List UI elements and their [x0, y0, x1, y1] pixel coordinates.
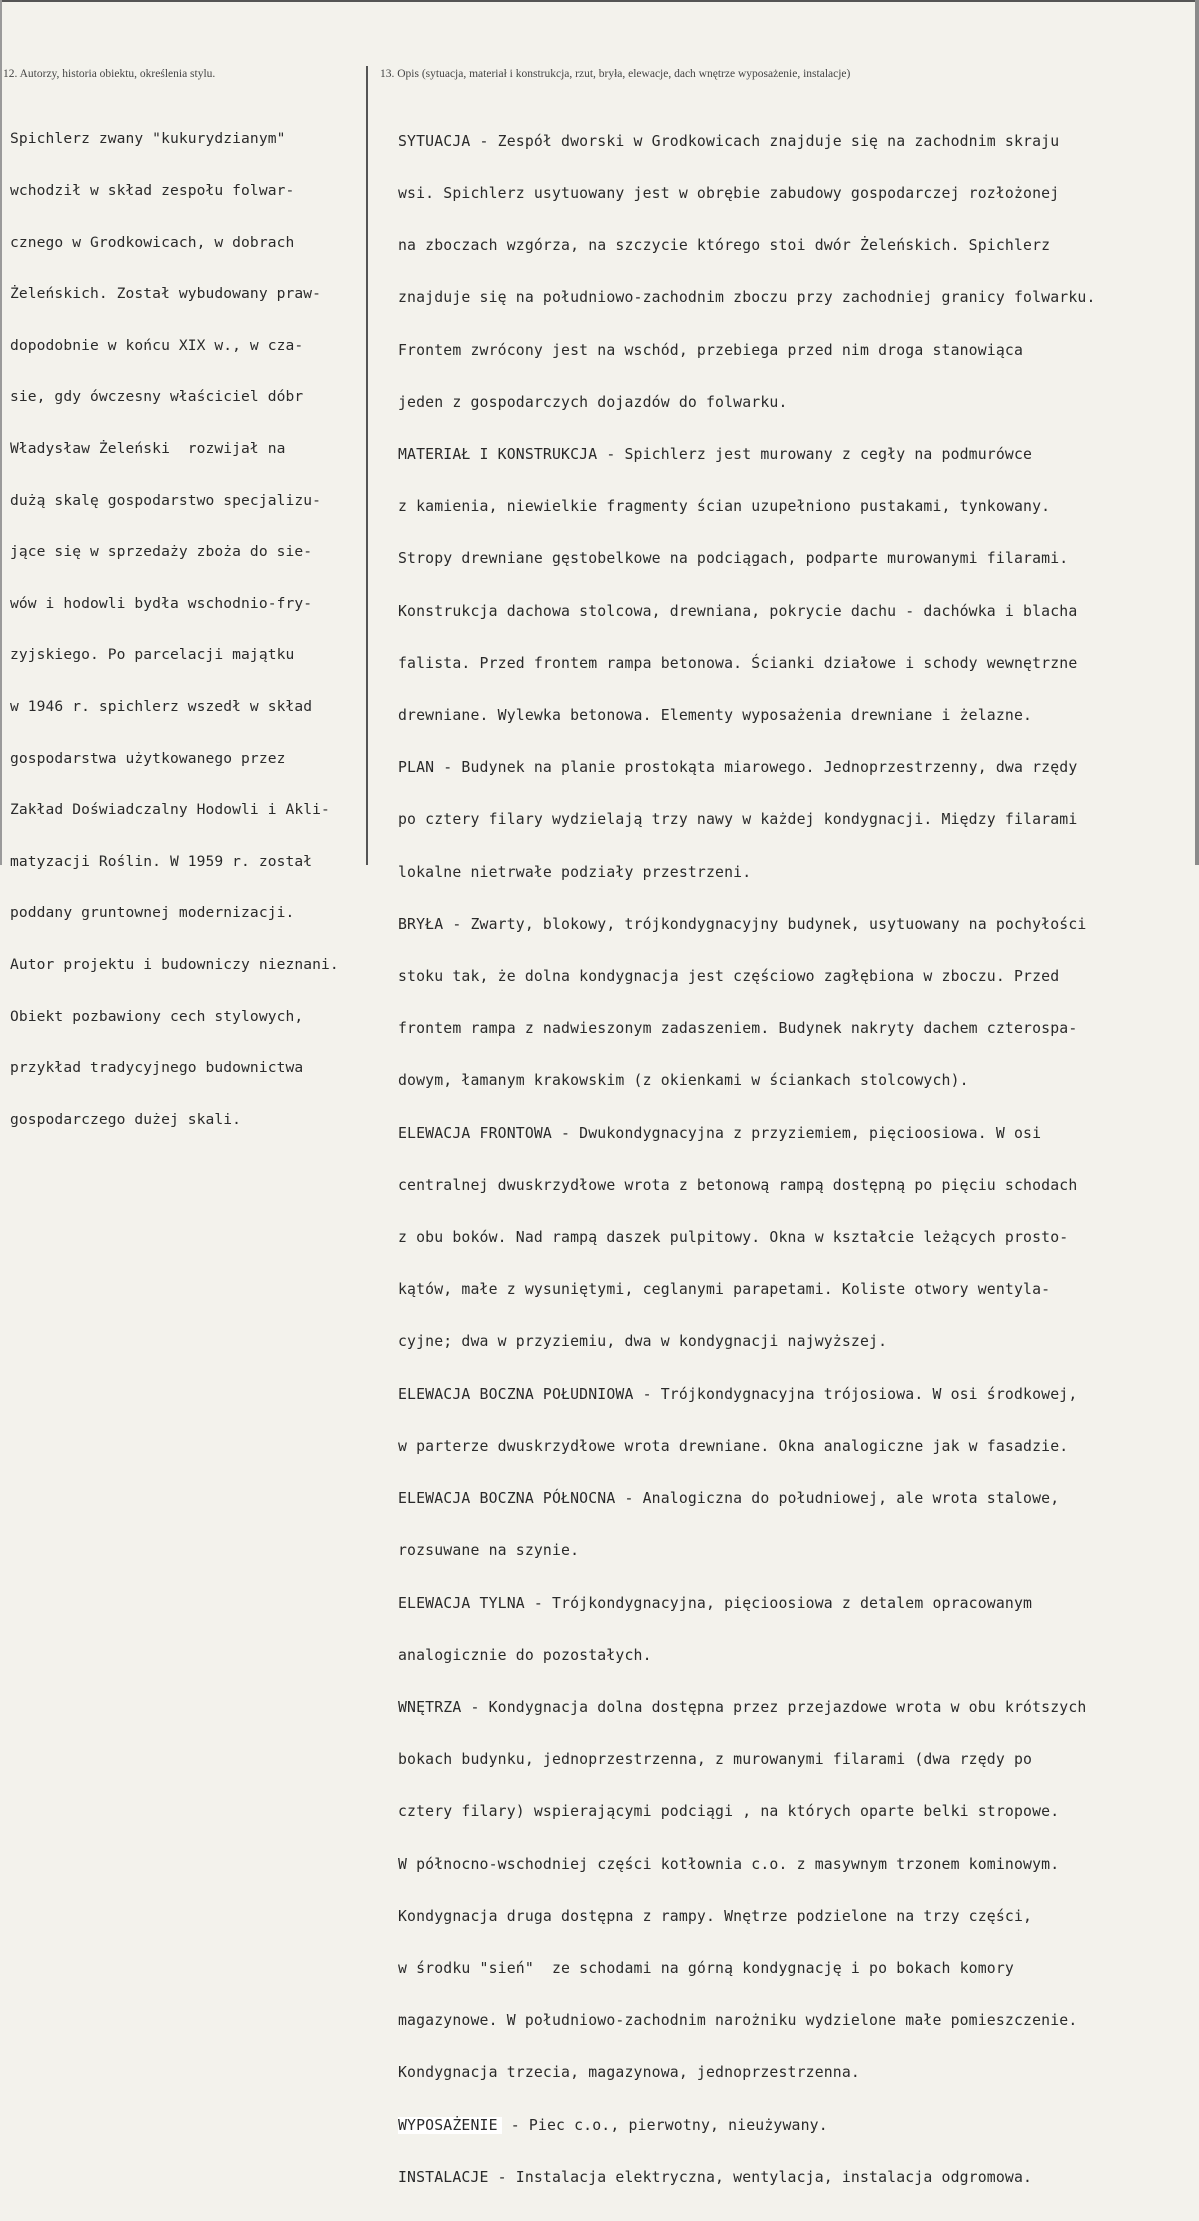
history-line: matyzacji Roślin. W 1959 r. został: [10, 852, 313, 870]
description-line: bokach budynku, jednoprzestrzenna, z murowanymi filarami (dwa rzędy po: [398, 1751, 1033, 1769]
description-line: centralnej dwuskrzydłowe wrota z betonową rampą dostępną po pięciu schodach: [398, 1176, 1078, 1194]
history-line: cznego w Grodkowicach, w dobrach: [10, 233, 295, 251]
description-line: lokalne nietrwałe podziały przestrzeni.: [398, 863, 752, 881]
history-line: Zakład Doświadczalny Hodowli i Akli-: [10, 801, 330, 819]
history-line: Obiekt pozbawiony cech stylowych,: [10, 1007, 304, 1025]
equipment-label: WYPOSAŻENIE: [398, 2117, 502, 2134]
description-line: Kondygnacja druga dostępna z rampy. Wnętrze podzielone na trzy części,: [398, 1907, 1033, 1925]
history-line: Autor projektu i budowniczy nieznani.: [10, 955, 339, 973]
description-line: ELEWACJA FRONTOWA - Dwukondygnacyjna z przyziemiem, pięcioosiowa. W osi: [398, 1124, 1042, 1142]
column-divider: [366, 66, 368, 865]
description-line: w środku "sień" ze schodami na górną kondygnację i po bokach komory: [398, 1959, 1014, 1977]
description-line: w parterze dwuskrzydłowe wrota drewniane. Okna analogiczne jak w fasadzie.: [398, 1437, 1069, 1455]
description-line: cyjne; dwa w przyziemiu, dwa w kondygnacji najwyższej.: [398, 1333, 888, 1351]
description-line: kątów, małe z wysuniętymi, ceglanymi parapetami. Koliste otwory wentyla-: [398, 1281, 1051, 1299]
history-line: wchodził w skład zespołu folwar-: [10, 182, 295, 199]
history-line: zyjskiego. Po parcelacji majątku: [10, 646, 295, 664]
history-line: przykład tradycyjnego budownictwa: [10, 1059, 304, 1077]
description-line: z obu boków. Nad rampą daszek pulpitowy. Okna w kształcie leżących prosto-: [398, 1229, 1069, 1247]
history-line: wów i hodowli bydła wschodnio-fry-: [10, 594, 313, 612]
history-line: dużą skalę gospodarstwo specjalizu-: [10, 491, 322, 509]
description-line: rozsuwane na szynie.: [398, 1542, 580, 1560]
description-line: PLAN - Budynek na planie prostokąta miarowego. Jednoprzestrzenny, dwa rzędy: [398, 759, 1078, 777]
description-line: stoku tak, że dolna kondygnacja jest częściowo zagłębiona w zboczu. Przed: [398, 968, 1060, 986]
description-line: ELEWACJA BOCZNA PÓŁNOCNA - Analogiczna do południowej, ale wrota stalowe,: [398, 1490, 1060, 1508]
description-line: dowym, łamanym krakowskim (z okienkami w ściankach stolcowych).: [398, 1072, 969, 1090]
equipment-line: [398, 2117, 1188, 2134]
description-line: jeden z gospodarczych dojazdów do folwarku.: [398, 393, 788, 411]
history-line: Spichlerz zwany "kukurydzianym": [10, 130, 286, 148]
description-line: SYTUACJA - Zespół dworski w Grodkowicach znajduje się na zachodnim skraju: [398, 132, 1060, 150]
description-line: INSTALACJE - Instalacja elektryczna, wentylacja, instalacja odgromowa.: [398, 2168, 1033, 2186]
description-line: Frontem zwrócony jest na wschód, przebiega przed nim droga stanowiąca: [398, 341, 1024, 359]
history-line: dopodobnie w końcu XIX w., w cza-: [10, 336, 304, 354]
history-line: sie, gdy ówczesny właściciel dóbr: [10, 388, 304, 406]
equipment-text: - Piec c.o., pierwotny, nieużywany.: [501, 2116, 828, 2134]
history-line: gospodarczego dużej skali.: [10, 1110, 242, 1128]
description-line: Stropy drewniane gęstobelkowe na podciągach, podparte murowanymi filarami.: [398, 550, 1069, 568]
description-line: frontem rampa z nadwieszonym zadaszeniem. Budynek nakryty dachem czterospa-: [398, 1020, 1078, 1038]
history-text: [10, 96, 366, 1162]
description-line: znajduje się na południowo-zachodnim zboczu przy zachodniej granicy folwarku.: [398, 289, 1096, 307]
history-line: Żeleńskich. Został wybudowany praw-: [10, 285, 322, 303]
description-line: drewniane. Wylewka betonowa. Elementy wyposażenia drewniane i żelazne.: [398, 707, 1033, 725]
description-line: MATERIAŁ I KONSTRUKCJA - Spichlerz jest murowany z cegły na podmurówce: [398, 446, 1033, 464]
description-line: BRYŁA - Zwarty, blokowy, trójkondygnacyjny budynek, usytuowany na pochyłości: [398, 915, 1087, 933]
description-line: magazynowe. W południowo-zachodnim narożniku wydzielone małe pomieszczenie.: [398, 2012, 1078, 2030]
history-line: jące się w sprzedaży zboża do sie-: [10, 543, 313, 561]
description-line: cztery filary) wspierającymi podciągi , na których oparte belki stropowe.: [398, 1803, 1060, 1821]
history-line: Władysław Żeleński rozwijał na: [10, 439, 286, 457]
description-line: Kondygnacja trzecia, magazynowa, jednoprzestrzenna.: [398, 2064, 860, 2082]
description-line: falista. Przed frontem rampa betonowa. Ścianki działowe i schody wewnętrzne: [398, 654, 1078, 672]
section-12-header: 12. Autorzy, historia obiektu, określenia stylu.: [3, 68, 216, 80]
description-line: wsi. Spichlerz usytuowany jest w obrębie zabudowy gospodarczej rozłożonej: [398, 185, 1060, 203]
description-line: z kamienia, niewielkie fragmenty ścian uzupełniono pustakami, tynkowany.: [398, 498, 1051, 516]
history-line: poddany gruntownej modernizacji.: [10, 904, 295, 922]
history-line: gospodarstwa użytkowanego przez: [10, 749, 286, 767]
right-border: [1195, 0, 1199, 865]
description-line: po cztery filary wydzielają trzy nawy w każdej kondygnacji. Między filarami: [398, 811, 1078, 829]
description-line: ELEWACJA BOCZNA POŁUDNIOWA - Trójkondygnacyjna trójosiowa. W osi środkowej,: [398, 1385, 1078, 1403]
description-text: [398, 98, 1188, 2221]
section-13-header: 13. Opis (sytuacja, materiał i konstrukcja, rzut, bryła, elewacje, dach wnętrze wyposażenie, instalacje): [380, 68, 851, 80]
history-line: w 1946 r. spichlerz wszedł w skład: [10, 697, 313, 715]
description-line: W północno-wschodniej części kotłownia c.o. z masywnym trzonem kominowym.: [398, 1855, 1060, 1873]
description-line: Konstrukcja dachowa stolcowa, drewniana, pokrycie dachu - dachówka i blacha: [398, 602, 1078, 620]
description-line: WNĘTRZA - Kondygnacja dolna dostępna przez przejazdowe wrota w obu krótszych: [398, 1698, 1087, 1716]
description-line: na zboczach wzgórza, na szczycie którego stoi dwór Żeleńskich. Spichlerz: [398, 237, 1051, 255]
left-border: [0, 0, 2, 865]
description-line: analogicznie do pozostałych.: [398, 1646, 652, 1664]
top-border: [0, 0, 1199, 2]
description-line: ELEWACJA TYLNA - Trójkondygnacyjna, pięcioosiowa z detalem opracowanym: [398, 1594, 1033, 1612]
